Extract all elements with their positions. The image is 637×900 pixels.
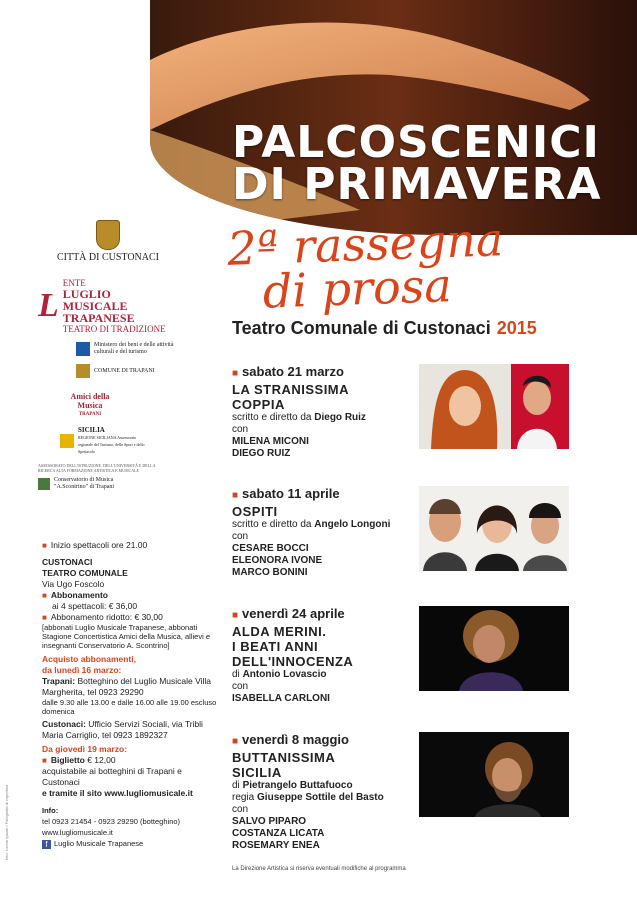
ente-mark-icon: L [38,287,59,324]
trapani-crest-icon [76,364,90,378]
credit-name: Antonio Lovascio [242,669,327,680]
amici-city: TRAPANI [78,412,102,417]
sponsor-logos [38,220,178,491]
giovedi-heading: Da giovedì 19 marzo: [42,744,128,754]
cast-member: MILENA MICONI [232,436,309,447]
show-title: SICILIA [232,765,282,780]
with-label: con [232,804,249,815]
abbonamento-text: ai 4 spettacoli: € 36,00 [52,601,138,611]
show-date: ■ venerdì 24 aprile [232,606,412,624]
biglietto-label: Biglietto [50,755,85,765]
ridotto-text: ■ Abbonamento ridotto: € 30,00 [42,612,217,623]
ente-name: LUGLIO MUSICALE TRAPANESE [62,287,135,325]
venue-address: Via Ugo Foscolo [42,579,105,589]
with-label: con [232,531,249,542]
show-4-photo [419,732,569,817]
theatre-name: Teatro Comunale di Custonaci [232,318,491,338]
credit-prefix: scritto e diretto da [232,519,312,530]
regione-text: REGIONE SICILIANA Assessorato regionale del Turismo, dello Sport e dello Spettacolo [78,435,145,454]
show-4 [232,732,412,852]
show-title: I BEATI ANNI [232,639,319,654]
show-2-photo [419,486,569,571]
ticket-info [42,540,217,849]
venue-line-1: CUSTONACI [42,557,93,567]
sicilia-text: SICILIA [78,426,105,434]
credit-prefix: di [232,780,240,791]
city-logo-text: CITTÀ DI CUSTONACI [56,252,160,263]
footer-note: La Direzione Artistica si riserva eventuali modifiche al programma [232,866,406,872]
poster-title [232,117,602,210]
show-3-photo [419,606,569,691]
sicilia-logo [60,427,178,455]
cast-member: COSTANZA LICATA [232,828,325,839]
script-line-1: 2ª rassegna [226,212,505,276]
with-label: con [232,424,249,435]
ente-small: ENTE [62,278,86,288]
abbonamento-label: ■ Abbonamento [42,590,217,601]
acquisto-line-1: Acquisto abbonamenti, [42,654,136,664]
credit-prefix: di [232,669,240,680]
conservatorio-icon [38,478,50,490]
show-title: LA STRANISSIMA [232,382,350,397]
show-date: ■ sabato 11 aprile [232,486,412,504]
trapani-label: Trapani: [42,676,76,686]
ministero-icon [76,342,90,356]
show-title: DELL'INNOCENZA [232,654,354,669]
cast-member: ISABELLA CARLONI [232,693,330,704]
ministero-text: Ministero dei beni e delle attività culturali e del turismo [94,342,174,355]
acquisto-line-2: da lunedì 16 marzo: [42,665,122,675]
comune-logo [76,364,178,378]
cast-member: SALVO PIPARO [232,816,307,827]
subtitle-script [226,212,506,319]
show-1-photo [419,364,569,449]
credit2-name: Giuseppe Sottile del Basto [257,792,384,803]
credit-name: Pietrangelo Buttafuoco [242,780,353,791]
biglietto-site: e tramite il sito www.lugliomusicale.it [42,788,193,798]
credit-name: Diego Ruiz [314,412,366,423]
custonaci-text: Ufficio Servizi Sociali, via Tribli Maria Carriglio, tel 0923 1892327 [42,719,203,740]
cast-member: CESARE BOCCI [232,543,309,554]
biglietto-note: acquistabile ai botteghini di Trapani e Custonaci [42,766,182,787]
theatre-heading [232,318,537,339]
title-line-2: DI PRIMAVERA [232,159,602,210]
ente-logo [38,278,178,334]
sicilia-icon [60,434,74,448]
start-time: ■ Inizio spettacoli ore 21.00 [42,540,217,551]
show-2 [232,486,412,579]
assessorato-text: ASSESSORATO DELL'ISTRUZIONE, DELL'UNIVERSITÀ E DELLA RICERCA ALTA FORMAZIONE ARTISTICA E MUSICALE [38,463,156,473]
conservatorio-logo [38,477,178,491]
facebook-page[interactable]: Luglio Musicale Trapanese [54,839,144,848]
show-date: ■ venerdì 8 maggio [232,732,412,750]
show-title: ALDA MERINI. [232,624,327,639]
custonaci-label: Custonaci: [42,719,86,729]
credit-name: Angelo Longoni [314,519,391,530]
ministero-logo [76,342,178,356]
comune-text: COMUNE DI TRAPANI [94,367,155,374]
facebook-icon: f [42,840,51,849]
with-label: con [232,681,249,692]
photo-credits: foto: Lorem Ipsum / Fotografia di copertina [4,784,9,860]
show-3 [232,606,412,705]
amici-logo [70,392,110,419]
cast-member: DIEGO RUIZ [232,448,291,459]
cast-member: ELEONORA IVONE [232,555,323,566]
show-title: OSPITI [232,504,278,519]
ente-sub: TEATRO DI TRADIZIONE [62,324,166,334]
ridotto-note: [abbonati Luglio Musicale Trapanese, abbonati Stagione Concertistica Amici della Musica, allievi e insegnanti Conservatorio A. Scontrino] [42,623,210,650]
show-title: COPPIA [232,397,285,412]
venue-line-2: TEATRO COMUNALE [42,568,128,578]
biglietto-price: € 12,00 [87,755,116,765]
trapani-text: Botteghino del Luglio Musicale Villa Margherita, tel 0923 29290 [42,676,212,697]
show-1 [232,364,412,460]
custonaci-crest-icon [96,220,120,250]
info-tel: tel 0923 21454 - 0923 29290 (botteghino) [42,817,181,826]
title-line-1: PALCOSCENICI [232,117,600,168]
trapani-hours: dalle 9.30 alle 13.00 e dalle 16.00 alle 19.00 escluso domenica [42,698,217,716]
credit-prefix: scritto e diretto da [232,412,312,423]
season-year: 2015 [496,318,537,338]
conservatorio-text: Conservatorio di Musica "A.Scontrino" di Trapani [54,477,115,490]
credit2-prefix: regia [232,792,255,803]
show-date: ■ sabato 21 marzo [232,364,412,382]
amici-text: Amici della Musica [70,392,110,410]
show-title: BUTTANISSIMA [232,750,336,765]
cast-member: ROSEMARY ENEA [232,840,320,851]
info-label: Info: [42,806,59,815]
info-web[interactable]: www.lugliomusicale.it [42,828,113,837]
cast-member: MARCO BONINI [232,567,308,578]
script-line-2: di prosa [261,258,453,319]
